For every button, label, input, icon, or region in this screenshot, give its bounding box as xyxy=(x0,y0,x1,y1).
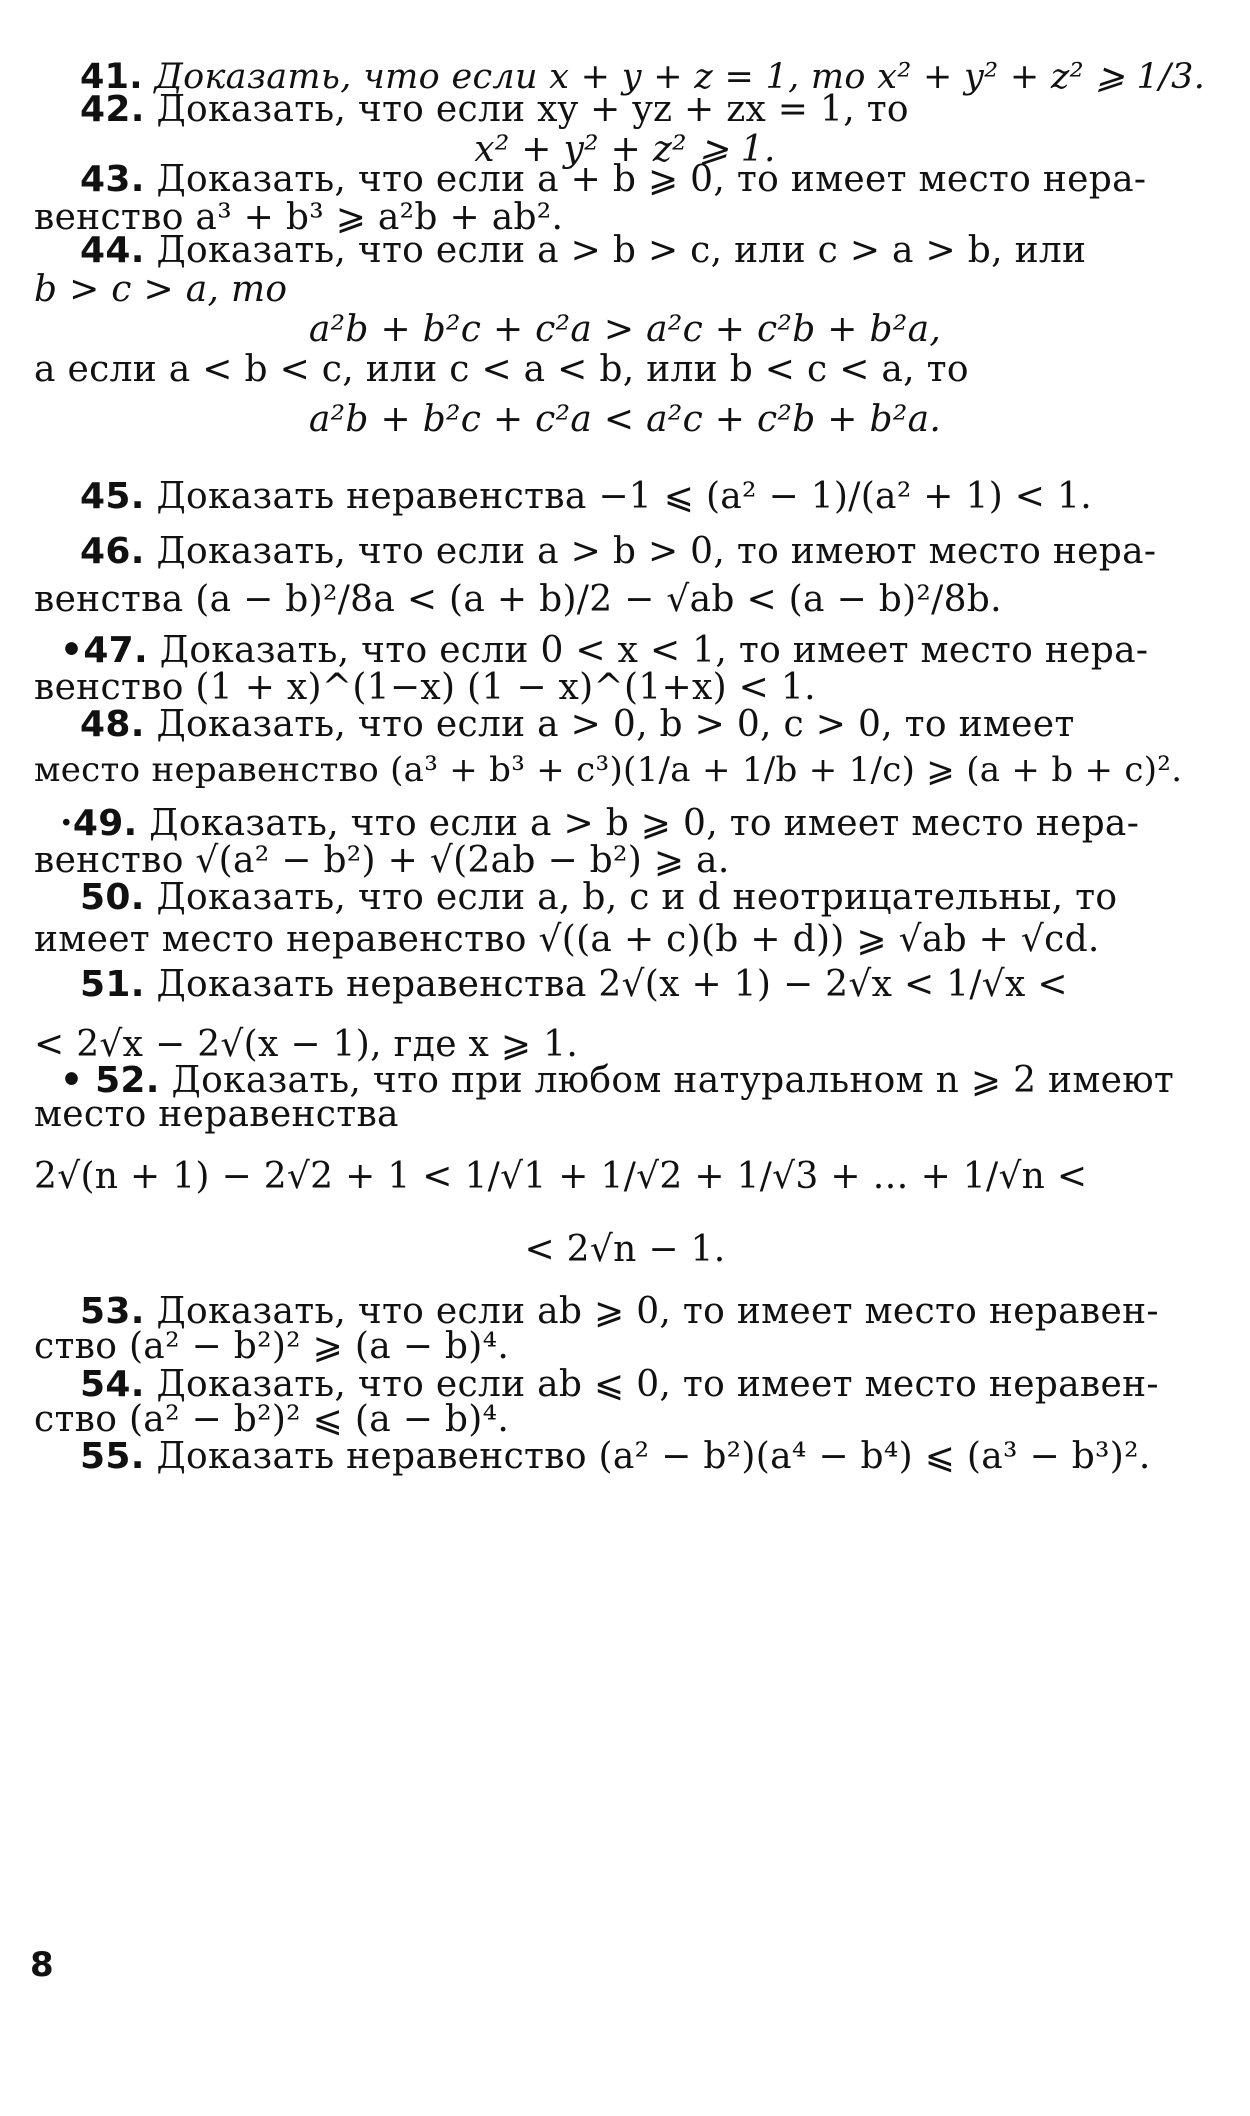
problem-52-cont: место неравенства xyxy=(34,1094,399,1135)
problem-number: 49. xyxy=(72,803,138,844)
problem-46-cont: венства (a − b)²/8a < (a + b)/2 − √ab < (a − b)²/8b. xyxy=(34,579,1002,620)
problem-44-cont-2: а если a < b < c, или c < a < b, или b < c < a, то xyxy=(34,349,969,390)
problem-50-cont: имеет место неравенство √((a + c)(b + d)) ⩾ √ab + √cd. xyxy=(34,919,1100,960)
problem-number: 53. xyxy=(80,1291,145,1332)
page-number: 8 xyxy=(30,1945,54,1985)
problem-marker: • xyxy=(60,1059,84,1101)
problem-text: Доказать неравенства 2√(x + 1) − 2√x < 1/√x < xyxy=(156,964,1068,1005)
problem-45 xyxy=(80,475,1210,519)
problem-43-cont: венство a³ + b³ ⩾ a²b + ab². xyxy=(34,197,564,238)
problem-number: 41. xyxy=(80,57,143,97)
problem-44-formula-1: a²b + b²c + c²a > a²c + c²b + b²a, xyxy=(308,309,942,350)
problem-51 xyxy=(80,963,1210,1007)
problem-marker: • xyxy=(60,629,84,671)
problem-number: 55. xyxy=(80,1436,145,1477)
problem-52-formula-cont: < 2√n − 1. xyxy=(524,1229,726,1270)
problem-44-cont: b > c > a, то xyxy=(34,269,288,310)
problem-44-formula-2: a²b + b²c + c²a < a²c + c²b + b²a. xyxy=(308,399,942,440)
problem-49-cont: венство √(a² − b²) + √(2ab − b²) ⩾ a. xyxy=(34,840,730,881)
problem-marker: · xyxy=(60,802,73,844)
problem-text: Доказать, что если a > b ⩾ 0, то имеет место нера- xyxy=(149,803,1140,844)
problem-54-cont: ство (a² − b²)² ⩽ (a − b)⁴. xyxy=(34,1399,510,1440)
problem-text: Доказать, что если a > b > c, или c > a > b, или xyxy=(156,230,1087,271)
problem-text: Доказать, что при любом натуральном n ⩾ 2 имеют xyxy=(171,1060,1175,1101)
problem-number: 44. xyxy=(80,230,145,271)
problem-text: Доказать неравенство (a² − b²)(a⁴ − b⁴) ⩽ (a³ − b³)². xyxy=(156,1436,1151,1477)
problem-number: 43. xyxy=(80,159,145,200)
problem-48 xyxy=(80,703,1210,747)
problem-number: 51. xyxy=(80,964,145,1005)
problem-50 xyxy=(80,876,1210,920)
problem-47-cont: венство (1 + x)^(1−x) (1 − x)^(1+x) < 1. xyxy=(34,667,816,708)
problem-number: 54. xyxy=(80,1364,145,1405)
problem-text: Доказать, что если a > b > 0, то имеют место нера- xyxy=(156,531,1157,572)
problem-48-cont: место неравенство (a³ + b³ + c³)(1/a + 1/b + 1/c) ⩾ (a + b + c)². xyxy=(34,750,1183,790)
problem-text: Доказать, что если ab ⩽ 0, то имеет место неравен- xyxy=(156,1364,1159,1405)
problem-42-formula: x² + y² + z² ⩾ 1. xyxy=(474,129,776,170)
problem-55 xyxy=(80,1435,1210,1479)
problem-number: 45. xyxy=(80,476,145,517)
problem-53-cont: ство (a² − b²)² ⩾ (a − b)⁴. xyxy=(34,1326,510,1367)
problem-51-cont: < 2√x − 2√(x − 1), где x ⩾ 1. xyxy=(34,1024,579,1065)
problem-number: 48. xyxy=(80,704,145,745)
problem-44 xyxy=(80,229,1210,273)
problem-text: Доказать, что если xy + yz + zx = 1, то xyxy=(156,89,909,130)
problem-text: Доказать, что если x + y + z = 1, то x² + y² + z² ⩾ 1/3. xyxy=(154,57,1206,97)
problem-number: 47. xyxy=(83,630,148,671)
problem-text: Доказать, что если ab ⩾ 0, то имеет место неравен- xyxy=(156,1291,1159,1332)
problem-number: 42. xyxy=(80,89,145,130)
problem-text: Доказать, что если a > 0, b > 0, c > 0, то имеет xyxy=(156,704,1075,745)
problem-46 xyxy=(80,530,1210,574)
problem-number: 50. xyxy=(80,877,145,918)
problem-text: Доказать, что если 0 < x < 1, то имеет место нера- xyxy=(159,630,1149,671)
problem-text: Доказать, что если a, b, c и d неотрицательны, то xyxy=(156,877,1118,918)
problem-number: 46. xyxy=(80,531,145,572)
problem-52-formula: 2√(n + 1) − 2√2 + 1 < 1/√1 + 1/√2 + 1/√3 + … + 1/√n < xyxy=(34,1156,1088,1197)
problem-text: Доказать неравенства −1 ⩽ (a² − 1)/(a² + 1) < 1. xyxy=(156,476,1092,517)
problem-text: Доказать, что если a + b ⩾ 0, то имеет место нера- xyxy=(156,159,1147,200)
problem-number: 52. xyxy=(95,1060,160,1101)
problem-42 xyxy=(80,88,1210,132)
